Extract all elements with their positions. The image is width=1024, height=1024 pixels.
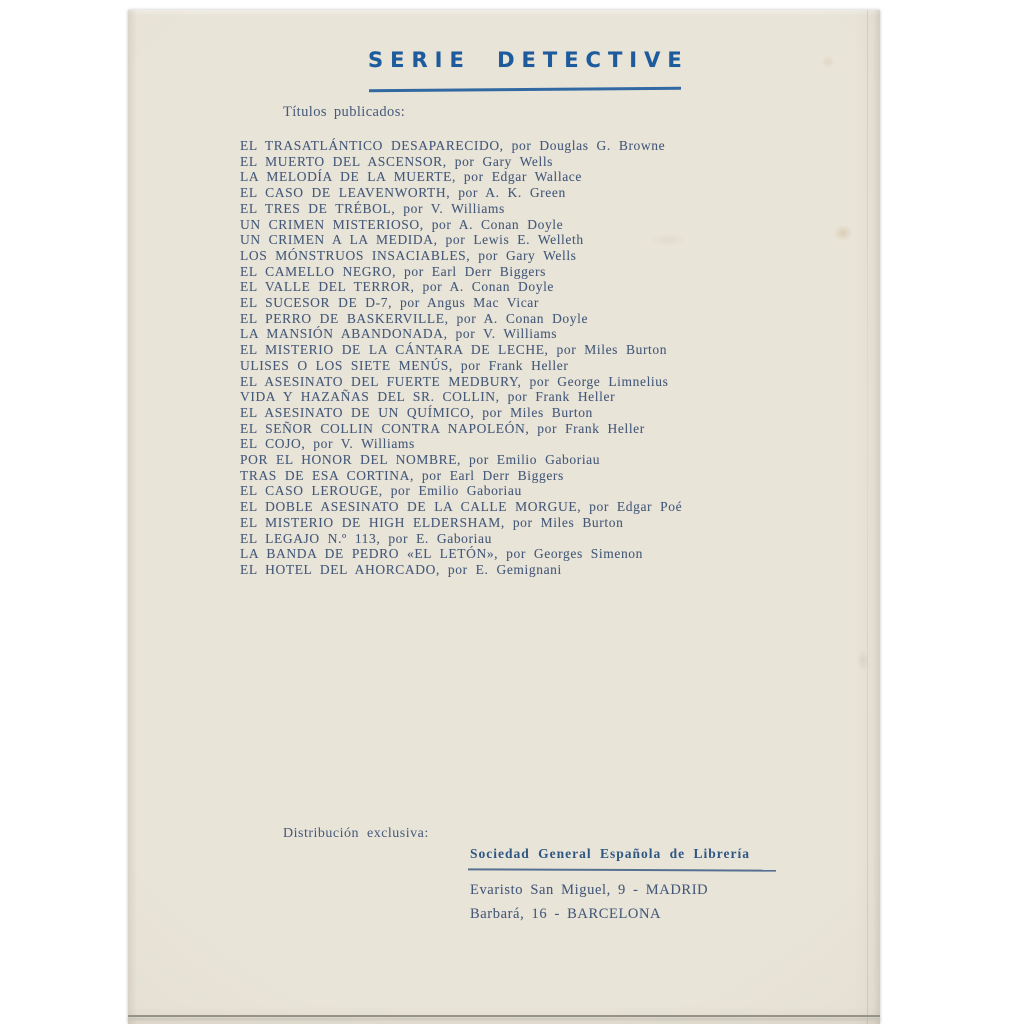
book-list-item: EL CASO DE LEAVENWORTH, por A. K. Green [240,185,566,201]
book-list-item: UN CRIMEN A LA MEDIDA, por Lewis E. Welleth [240,232,584,248]
book-list-item: TRAS DE ESA CORTINA, por Earl Derr Biggers [240,467,564,483]
book-list-item: EL MUERTO DEL ASCENSOR, por Gary Wells [240,153,554,169]
book-list-item: EL ASESINATO DEL FUERTE MEDBURY, por George Limnelius [240,373,669,389]
book-list-item: EL SEÑOR COLLIN CONTRA NAPOLEÓN, por Frank Heller [240,420,645,436]
book-list-item: EL HOTEL DEL AHORCADO, por E. Gemignani [240,561,562,577]
book-list-item: ULISES O LOS SIETE MENÚS, por Frank Heller [240,357,569,373]
series-title: SERIE DETECTIVE [368,48,689,72]
distributor-name: Sociedad General Española de Librería [470,846,751,861]
address-barcelona: Barbará, 16 - BARCELONA [470,906,662,922]
book-list-item: POR EL HONOR DEL NOMBRE, por Emilio Gaboriau [240,452,601,468]
book-list-item: EL MISTERIO DE HIGH ELDERSHAM, por Miles Burton [240,514,624,530]
book-list-item: LA MELODÍA DE LA MUERTE, por Edgar Wallace [240,169,582,185]
book-list-item: VIDA Y HAZAÑAS DEL SR. COLLIN, por Frank Heller [240,389,616,405]
book-list-item: EL LEGAJO N.º 113, por E. Gaboriau [240,530,492,546]
book-back-cover [128,10,880,1024]
book-list-item: EL MISTERIO DE LA CÁNTARA DE LECHE, por Miles Burton [240,342,668,358]
book-list [240,138,870,578]
book-list-item: LA MANSIÓN ABANDONADA, por V. Williams [240,326,558,342]
distributor-underline [468,868,776,871]
distribution-label: Distribución exclusiva: [283,826,429,841]
book-list-item: EL SUCESOR DE D-7, por Angus Mac Vicar [240,295,539,311]
book-list-item: EL CAMELLO NEGRO, por Earl Derr Biggers [240,263,546,279]
book-list-item: LOS MÓNSTRUOS INSACIABLES, por Gary Wells [240,247,577,263]
book-list-item: UN CRIMEN MISTERIOSO, por A. Conan Doyle [240,216,564,232]
book-list-item: EL VALLE DEL TERROR, por A. Conan Doyle [240,279,555,295]
address-madrid: Evaristo San Miguel, 9 - MADRID [470,882,709,898]
book-list-item: EL CASO LEROUGE, por Emilio Gaboriau [240,483,522,499]
book-list-item: EL TRASATLÁNTICO DESAPARECIDO, por Douglas G. Browne [240,138,666,153]
page-bottom-edge [128,1015,880,1017]
list-heading: Títulos publicados: [283,104,406,120]
book-list-item: EL COJO, por V. Williams [240,436,415,452]
book-list-item: EL DOBLE ASESINATO DE LA CALLE MORGUE, por Edgar Poé [240,499,683,515]
book-list-item: EL ASESINATO DE UN QUÍMICO, por Miles Burton [240,404,593,420]
book-list-item: LA BANDA DE PEDRO «EL LETÓN», por Georges Simenon [240,546,643,562]
book-list-item: EL PERRO DE BASKERVILLE, por A. Conan Doyle [240,310,589,326]
book-list-item: EL TRES DE TRÉBOL, por V. Williams [240,200,505,216]
title-underline [369,87,681,92]
